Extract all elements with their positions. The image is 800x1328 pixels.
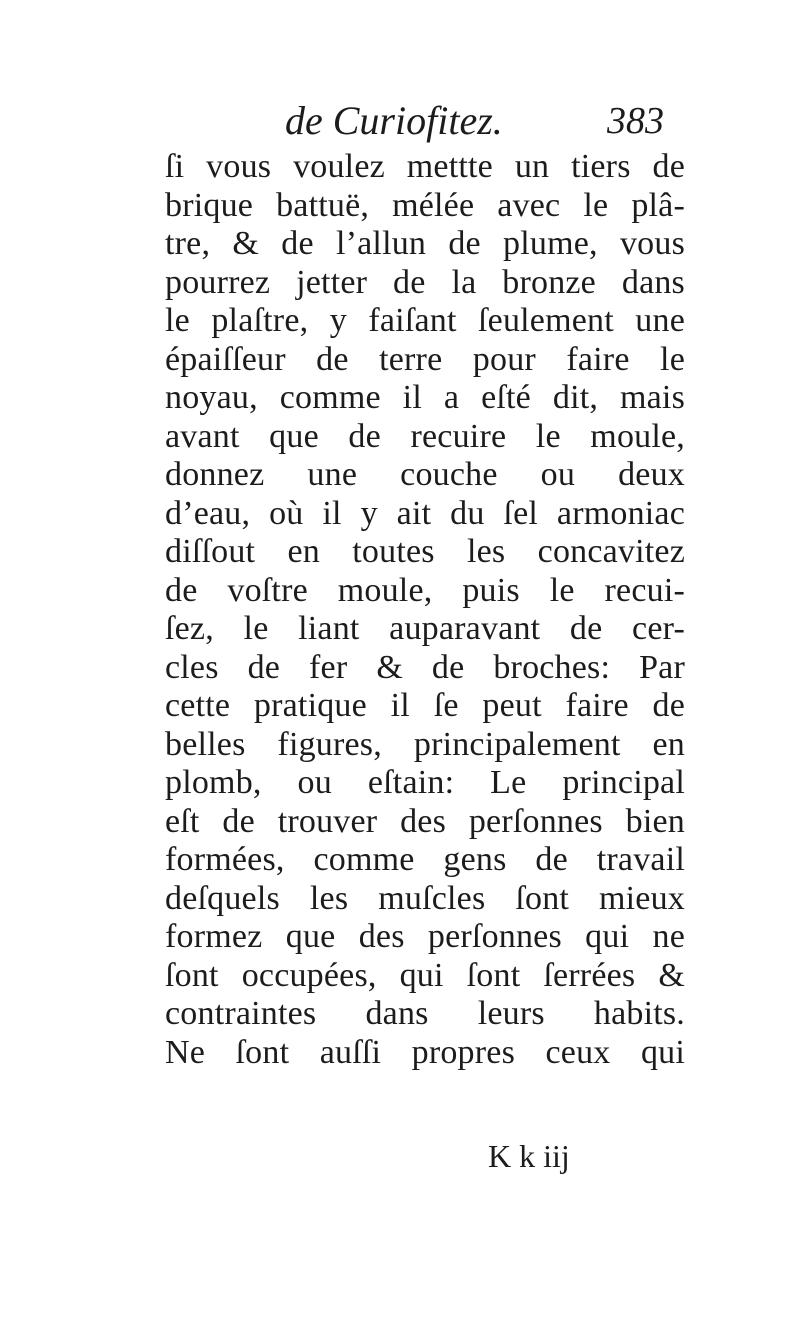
text-line: de voſtre moule, puis le recui- [165,571,685,609]
text-line: cles de fer & de broches: Par [165,648,685,686]
text-line: tre, & de l’allun de plume, vous [165,225,685,262]
text-line: ſont occupées, qui ſont ſerrées & [165,956,685,994]
text-line: noyau, comme il a eſté dit, mais [165,379,685,416]
text-line: avant que de recuire le moule, [165,417,685,455]
text-line: Ne ſont auſſi propres ceux qui [165,1033,685,1071]
text-line: belles figures, principalement en [165,725,685,763]
text-line: eſt de trouver des perſonnes bien [165,802,685,840]
text-line: pourrez jetter de la bronze dans [165,263,685,301]
text-line: formées, comme gens de travail [165,841,685,878]
text-line: diſſout en toutes les concavitez [165,533,685,570]
page-number: 383 [607,100,664,142]
signature-mark: K k iij [488,1138,570,1174]
running-title: de Curiofitez. [285,98,503,143]
text-line: le plaſtre, y faiſant ſeulement une [165,302,685,339]
text-line: formez que des perſonnes qui ne [165,918,685,955]
text-line: épaiſſeur de terre pour faire le [165,340,685,378]
text-line: d’eau, où il y ait du ſel armoniac [165,494,685,532]
text-line: contraintes dans leurs habits. [165,995,685,1032]
text-line: plomb, ou eſtain: Le principal [165,764,685,801]
text-line: cette pratique il ſe peut faire de [165,687,685,724]
text-line: donnez une couche ou deux [165,456,685,493]
text-line: ſi vous voulez mettte un tiers de [165,148,685,185]
text-line: ſez, le liant auparavant de cer- [165,610,685,647]
running-head [165,96,685,146]
body-text [165,148,685,1072]
text-line: deſquels les muſcles ſont mieux [165,879,685,917]
text-line: brique battuë, mélée avec le plâ- [165,186,685,224]
